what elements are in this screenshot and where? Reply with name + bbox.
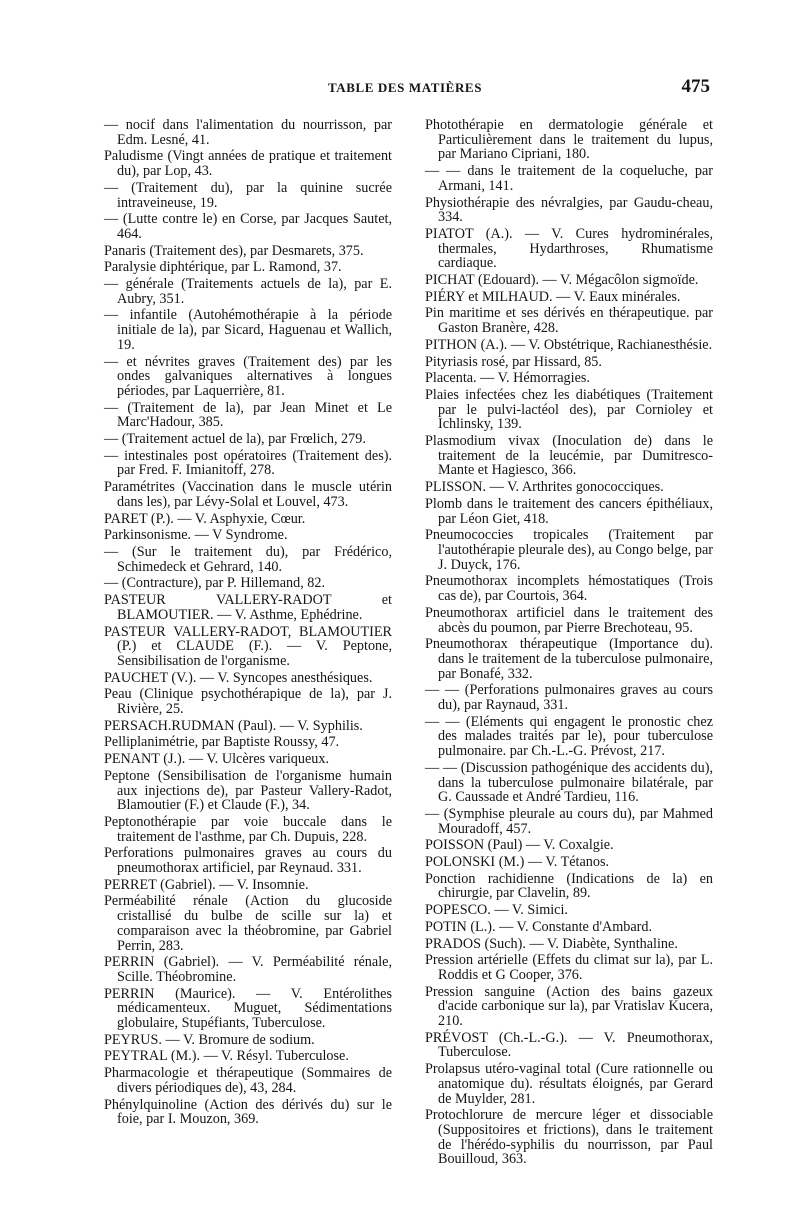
index-entry: — — dans le traitement de la coqueluche, par Armani, 141. [425,163,713,194]
index-entry: Pneumothorax thérapeutique (Importance du). dans le traitement de la tuberculose pulmonaire, par Bonafé, 332. [425,636,713,682]
index-entry: POPESCO. — V. Simici. [425,902,568,919]
index-entry: PITHON (A.). — V. Obstétrique, Rachianesthésie. [425,336,713,353]
index-entry: Panaris (Traitement des), par Desmarets, 375. [104,242,364,259]
left-index-column [104,118,392,1129]
index-entry: PARET (P.). — V. Asphyxie, Cœur. [104,510,306,527]
index-entry: PERRIN (Gabriel). — V. Perméabilité rénale, Scille. Théobromine. [104,954,392,985]
page-header [100,76,710,102]
index-entry: Plaies infectées chez les diabétiques (Traitement par le pulvi-lactéol des), par Cornioley et Ichlinsky, 139. [425,386,713,433]
index-entry: Parkinsonisme. — V Syndrome. [104,527,288,544]
index-entry: Photothérapie en dermatologie générale et Particulièrement dans le traitement du lupus, par Mariano Cipriani, 180. [425,117,713,163]
index-entry: Paramétrites (Vaccination dans le muscle utérin dans les), par Lévy-Solal et Louvel, 473. [104,479,392,510]
running-title: TABLE DES MATIÈRES [327,80,483,95]
index-entry: PERRET (Gabriel). — V. Insomnie. [104,876,309,893]
index-entry: — (Traitement actuel de la), par Frœlich, 279. [104,431,366,448]
index-entry: Pression artérielle (Effets du climat sur la), par L. Roddis et G Cooper, 376. [425,952,713,983]
index-entry: PAUCHET (V.). — V. Syncopes anesthésiques. [104,669,373,686]
index-entry: Pneumothorax artificiel dans le traitement des abcès du poumon, par Pierre Brechoteau, 95. [425,604,713,636]
index-entry: PERSACH.RUDMAN (Paul). — V. Syphilis. [104,717,363,734]
index-entry: Peptone (Sensibilisation de l'organisme humain aux injections de), par Pasteur Vallery-Radot, Blamoutier (F.) et Claude (F.), 34. [104,767,392,814]
index-entry: Protochlorure de mercure léger et dissociable (Suppositoires et frictions), dans le traitement de l'hérédo-syphilis du nourrisson, par Paul Bouilloud, 363. [425,1107,713,1168]
index-entry: — nocif dans l'alimentation du nourrisson, par Edm. Lesné, 41. [104,117,392,148]
index-entry: PERRIN (Maurice). — V. Entérolithes médicamenteux. Muguet, Sédimentations globulaire, Stupéfiants, Tuberculose. [104,985,392,1032]
index-entry: — intestinales post opératoires (Traitement des). par Fred. F. Imianitoff, 278. [104,447,392,479]
index-entry: — (Traitement de la), par Jean Minet et Le Marc'Hadour, 385. [104,399,392,431]
index-entry: Pharmacologie et thérapeutique (Sommaires de divers périodiques de), 43, 284. [104,1065,392,1096]
index-entry: — — (Eléments qui engagent le pronostic chez des malades traités par le), pour tuberculose pulmonaire. par Ch.-L.-G. Prévost, 217. [425,713,713,760]
index-entry: Physiothérapie des névralgies, par Gaudu-cheau, 334. [425,194,713,226]
index-entry: PEYTRAL (M.). — V. Résyl. Tuberculose. [104,1048,349,1065]
index-entry: Plomb dans le traitement des cancers épithéliaux, par Léon Giet, 418. [425,495,713,527]
index-entry: POTIN (L.). — V. Constante d'Ambard. [425,918,653,935]
index-entry: Paralysie diphtérique, par L. Ramond, 37. [104,259,342,276]
index-entry: Pneumothorax incomplets hémostatiques (Trois cas de), par Courtois, 364. [425,573,713,605]
index-entry: — (Traitement du), par la quinine sucrée intraveineuse, 19. [104,179,392,211]
index-entry: PRÉVOST (Ch.-L.-G.). — V. Pneumothorax, Tuberculose. [425,1029,713,1061]
index-entry: Peptonothérapie par voie buccale dans le traitement de l'asthme, par Ch. Dupuis, 228. [104,813,392,845]
index-entry: PIATOT (A.). — V. Cures hydrominérales, thermales, Hydarthroses, Rhumatisme cardiaque. [425,225,713,272]
index-entry: Prolapsus utéro-vaginal total (Cure rationnelle ou anatomique du). résultats éloignés, par Gerard de Muylder, 281. [425,1061,713,1107]
index-entry: PEYRUS. — V. Bromure de sodium. [104,1031,315,1048]
index-entry: PASTEUR VALLERY-RADOT, BLAMOUTIER (P.) et CLAUDE (F.). — V. Peptone, Sensibilisation de l'organisme. [104,623,392,669]
index-entry: — — (Perforations pulmonaires graves au cours du), par Raynaud, 331. [425,682,713,714]
index-entry: — (Contracture), par P. Hillemand, 82. [104,575,326,592]
index-entry: PICHAT (Edouard). — V. Mégacôlon sigmoïde. [425,272,699,289]
index-entry: — et névrites graves (Traitement des) par les ondes galvaniques alternatives à longues périodes, par Laquerrière, 81. [104,353,392,399]
index-entry: PENANT (J.). — V. Ulcères variqueux. [104,751,329,768]
index-entry: — — (Discussion pathogénique des accidents du), dans la tuberculose pulmonaire bilatérale, par G. Caussade et André Tardieu, 116. [425,759,713,806]
index-entry: Phénylquinoline (Action des dérivés du) sur le foie, par I. Mouzon, 369. [104,1096,392,1128]
index-entry: — (Sur le traitement du), par Frédérico, Schimedeck et Gehrard, 140. [104,543,392,575]
index-entry: PIÉRY et MILHAUD. — V. Eaux minérales. [425,288,681,305]
index-entry: PLISSON. — V. Arthrites gonococciques. [425,479,664,496]
index-entry: Perméabilité rénale (Action du glucoside cristallisé du bulbe de scille sur la) et comparaison avec la théobromine, par Gabriel Perrin, 283. [104,893,392,954]
index-entry: PRADOS (Such). — V. Diabète, Synthaline. [425,935,678,952]
index-entry: — (Symphise pleurale au cours du), par Mahmed Mouradoff, 457. [425,805,713,837]
index-entry: Plasmodium vivax (Inoculation de) dans le traitement de la leucémie, par Dumitresco-Mante et Hagiesco, 366. [425,433,713,479]
index-entry: Perforations pulmonaires graves au cours du pneumothorax artificiel, par Reynaud. 331. [104,845,392,877]
index-entry: — (Lutte contre le) en Corse, par Jacques Sautet, 464. [104,211,392,242]
index-entry: POLONSKI (M.) — V. Tétanos. [425,854,610,871]
index-entry: Ponction rachidienne (Indications de la) en chirurgie, par Clavelin, 89. [425,870,713,902]
index-entry: PASTEUR VALLERY-RADOT et BLAMOUTIER. — V. Asthme, Ephédrine. [104,592,392,623]
page-number: 475 [681,76,710,97]
index-entry: Paludisme (Vingt années de pratique et traitement du), par Lop, 43. [104,148,392,180]
index-entry: Pneumococcies tropicales (Traitement par l'autothérapie pleurale des), au Congo belge, par J. Duyck, 176. [425,527,713,573]
index-entry: POISSON (Paul) — V. Coxalgie. [425,837,614,854]
index-entry: Peau (Clinique psychothérapique de la), par J. Rivière, 25. [104,686,392,718]
index-entry: Placenta. — V. Hémorragies. [425,370,590,387]
index-entry: — infantile (Autohémothérapie à la période initiale de la), par Sicard, Haguenau et Wallich, 19. [104,307,392,353]
index-entry: — générale (Traitements actuels de la), par E. Aubry, 351. [104,276,392,307]
right-index-column [425,118,713,1169]
index-entry: Pin maritime et ses dérivés en thérapeutique. par Gaston Branère, 428. [425,305,713,337]
index-entry: Pression sanguine (Action des bains gazeux d'acide carbonique sur la), par Vratislav Kucera, 210. [425,983,713,1030]
index-entry: Pelliplanimétrie, par Baptiste Roussy, 47. [104,734,340,751]
index-entry: Pityriasis rosé, par Hissard, 85. [425,353,602,370]
